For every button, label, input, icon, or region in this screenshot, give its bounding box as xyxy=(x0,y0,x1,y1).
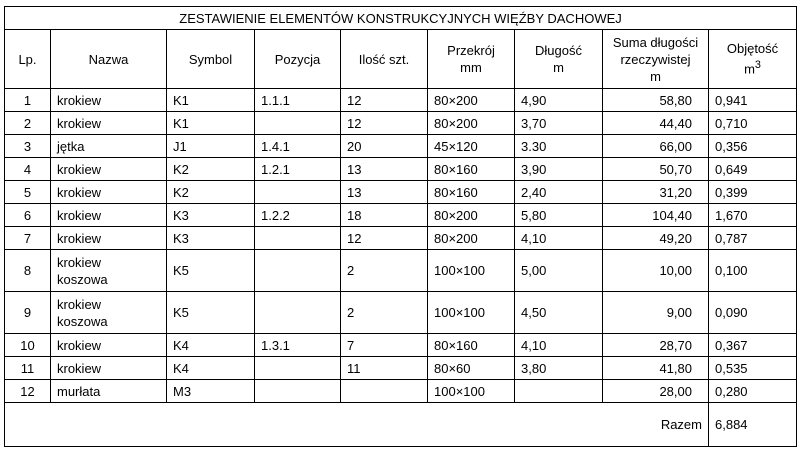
cell-symbol: K3 xyxy=(167,227,255,250)
cell-suma: 58,80 xyxy=(603,89,709,112)
cell-lp: 8 xyxy=(5,250,51,292)
cell-ilosc: 2 xyxy=(341,292,428,334)
cell-objetosc: 0,535 xyxy=(709,357,797,380)
cell-nazwa xyxy=(51,158,167,181)
cell-nazwa-line-1: krokiew xyxy=(57,115,102,131)
table-row xyxy=(5,112,797,135)
header-objetosc xyxy=(709,30,797,89)
cell-suma: 9,00 xyxy=(603,292,709,334)
cell-lp: 2 xyxy=(5,112,51,135)
cell-dlugosc xyxy=(515,380,603,403)
cell-lp: 7 xyxy=(5,227,51,250)
cell-dlugosc: 4,10 xyxy=(515,227,603,250)
cell-objetosc: 0,399 xyxy=(709,181,797,204)
cell-suma: 31,20 xyxy=(603,181,709,204)
cell-przekroj: 80×200 xyxy=(428,89,515,112)
table-row xyxy=(5,181,797,204)
cell-ilosc: 13 xyxy=(341,158,428,181)
cell-objetosc: 0,649 xyxy=(709,158,797,181)
cell-lp: 1 xyxy=(5,89,51,112)
table-row xyxy=(5,292,797,334)
cell-symbol: K1 xyxy=(167,112,255,135)
cell-lp: 12 xyxy=(5,380,51,403)
cell-nazwa-line-1: krokiew xyxy=(57,296,102,312)
cell-suma: 66,00 xyxy=(603,135,709,158)
header-przekroj xyxy=(428,30,515,89)
cell-suma: 10,00 xyxy=(603,250,709,292)
cell-ilosc: 18 xyxy=(341,204,428,227)
cell-pozycja: 1.2.1 xyxy=(255,158,341,181)
header-dlugosc-unit: m xyxy=(553,60,564,75)
cell-nazwa xyxy=(51,357,167,380)
header-suma xyxy=(603,30,709,89)
cell-pozycja xyxy=(255,292,341,334)
cell-suma: 104,40 xyxy=(603,204,709,227)
header-pozycja: Pozycja xyxy=(255,30,341,89)
cell-ilosc: 13 xyxy=(341,181,428,204)
cell-ilosc: 12 xyxy=(341,89,428,112)
cell-nazwa-line-1: krokiew xyxy=(57,207,102,223)
cell-symbol: K2 xyxy=(167,158,255,181)
cell-objetosc: 0,941 xyxy=(709,89,797,112)
cell-dlugosc: 4,90 xyxy=(515,89,603,112)
table-row xyxy=(5,250,797,292)
cell-dlugosc: 3,90 xyxy=(515,158,603,181)
cell-nazwa-line-2: koszowa xyxy=(57,271,108,287)
header-suma-label-2: rzeczywistej xyxy=(620,51,691,67)
cell-nazwa-line-1: krokiew xyxy=(57,92,102,108)
cell-dlugosc: 3,80 xyxy=(515,357,603,380)
cell-nazwa xyxy=(51,250,167,292)
cell-dlugosc: 2,40 xyxy=(515,181,603,204)
table-row xyxy=(5,158,797,181)
header-przekroj-unit: mm xyxy=(460,60,482,75)
cell-przekroj: 80×200 xyxy=(428,204,515,227)
cell-suma: 49,20 xyxy=(603,227,709,250)
header-symbol: Symbol xyxy=(167,30,255,89)
cell-objetosc: 0,280 xyxy=(709,380,797,403)
cell-lp: 11 xyxy=(5,357,51,380)
cell-dlugosc: 5,80 xyxy=(515,204,603,227)
table-row xyxy=(5,227,797,250)
cell-przekroj: 100×100 xyxy=(428,380,515,403)
cell-ilosc: 2 xyxy=(341,250,428,292)
cell-pozycja: 1.4.1 xyxy=(255,135,341,158)
cell-ilosc: 12 xyxy=(341,227,428,250)
cell-nazwa xyxy=(51,227,167,250)
cell-przekroj: 80×200 xyxy=(428,227,515,250)
cell-nazwa xyxy=(51,89,167,112)
cell-nazwa xyxy=(51,112,167,135)
header-suma-label-1: Suma długości xyxy=(612,34,699,50)
cell-nazwa-line-1: krokiew xyxy=(57,337,102,353)
cell-nazwa-line-1: krokiew xyxy=(57,184,102,200)
table-title: ZESTAWIENIE ELEMENTÓW KONSTRUKCYJNYCH WIĘŹBY DACHOWEJ xyxy=(5,7,797,30)
cell-symbol: K5 xyxy=(167,250,255,292)
cell-przekroj: 80×160 xyxy=(428,334,515,357)
cell-pozycja xyxy=(255,250,341,292)
cell-symbol: J1 xyxy=(167,135,255,158)
cell-symbol: K4 xyxy=(167,357,255,380)
cell-dlugosc: 4,50 xyxy=(515,292,603,334)
table-row xyxy=(5,135,797,158)
cell-pozycja: 1.1.1 xyxy=(255,89,341,112)
cell-lp: 10 xyxy=(5,334,51,357)
cell-nazwa xyxy=(51,204,167,227)
total-value: 6,884 xyxy=(709,403,797,447)
cell-dlugosc: 5,00 xyxy=(515,250,603,292)
cell-pozycja xyxy=(255,181,341,204)
cell-nazwa xyxy=(51,135,167,158)
header-suma-unit: m xyxy=(650,68,661,84)
cell-objetosc: 0,090 xyxy=(709,292,797,334)
cell-symbol: M3 xyxy=(167,380,255,403)
cell-nazwa xyxy=(51,380,167,403)
roof-elements-table xyxy=(4,6,797,447)
cell-nazwa xyxy=(51,334,167,357)
title-row xyxy=(5,7,797,30)
cell-dlugosc: 3.30 xyxy=(515,135,603,158)
cell-ilosc: 20 xyxy=(341,135,428,158)
cell-przekroj: 100×100 xyxy=(428,250,515,292)
cell-lp: 5 xyxy=(5,181,51,204)
cell-przekroj: 80×160 xyxy=(428,181,515,204)
total-row xyxy=(5,403,797,447)
cell-przekroj: 80×200 xyxy=(428,112,515,135)
cell-nazwa xyxy=(51,292,167,334)
cell-objetosc: 0,710 xyxy=(709,112,797,135)
header-dlugosc-label: Długość xyxy=(535,43,582,58)
cell-przekroj: 45×120 xyxy=(428,135,515,158)
header-objetosc-unit: m xyxy=(744,61,755,77)
table-row xyxy=(5,357,797,380)
cell-ilosc: 11 xyxy=(341,357,428,380)
cell-pozycja xyxy=(255,380,341,403)
cell-dlugosc: 4,10 xyxy=(515,334,603,357)
cell-lp: 9 xyxy=(5,292,51,334)
cell-pozycja xyxy=(255,227,341,250)
cell-lp: 3 xyxy=(5,135,51,158)
cell-nazwa-line-1: krokiew xyxy=(57,161,102,177)
cell-przekroj: 80×60 xyxy=(428,357,515,380)
cell-suma: 28,00 xyxy=(603,380,709,403)
cell-pozycja xyxy=(255,357,341,380)
header-objetosc-label: Objętość xyxy=(726,41,779,57)
header-ilosc: Ilość szt. xyxy=(341,30,428,89)
table-body xyxy=(5,7,797,447)
cell-objetosc: 0,100 xyxy=(709,250,797,292)
cell-nazwa-line-1: murłata xyxy=(57,383,101,399)
cell-symbol: K1 xyxy=(167,89,255,112)
cell-nazwa-line-2: koszowa xyxy=(57,313,108,329)
cell-suma: 41,80 xyxy=(603,357,709,380)
cell-symbol: K2 xyxy=(167,181,255,204)
cell-nazwa-line-1: jętka xyxy=(57,138,85,154)
cell-przekroj: 80×160 xyxy=(428,158,515,181)
cell-dlugosc: 3,70 xyxy=(515,112,603,135)
table-row xyxy=(5,380,797,403)
table-row xyxy=(5,89,797,112)
cell-nazwa-line-1: krokiew xyxy=(57,254,102,270)
cell-pozycja: 1.2.2 xyxy=(255,204,341,227)
table-row xyxy=(5,204,797,227)
cell-suma: 44,40 xyxy=(603,112,709,135)
cell-suma: 28,70 xyxy=(603,334,709,357)
cell-objetosc: 0,356 xyxy=(709,135,797,158)
cell-objetosc: 0,787 xyxy=(709,227,797,250)
table-row xyxy=(5,334,797,357)
header-objetosc-sup: 3 xyxy=(754,59,761,72)
cell-symbol: K5 xyxy=(167,292,255,334)
cell-ilosc: 7 xyxy=(341,334,428,357)
total-label: Razem xyxy=(5,403,709,447)
cell-symbol: K3 xyxy=(167,204,255,227)
cell-nazwa-line-1: krokiew xyxy=(57,360,102,376)
table-wrapper xyxy=(4,6,796,447)
cell-nazwa-line-1: krokiew xyxy=(57,230,102,246)
cell-ilosc xyxy=(341,380,428,403)
cell-lp: 6 xyxy=(5,204,51,227)
cell-lp: 4 xyxy=(5,158,51,181)
header-nazwa: Nazwa xyxy=(51,30,167,89)
cell-symbol: K4 xyxy=(167,334,255,357)
cell-ilosc: 12 xyxy=(341,112,428,135)
header-przekroj-label: Przekrój xyxy=(447,43,495,58)
header-row xyxy=(5,30,797,89)
header-lp: Lp. xyxy=(5,30,51,89)
cell-objetosc: 1,670 xyxy=(709,204,797,227)
header-dlugosc xyxy=(515,30,603,89)
cell-przekroj: 100×100 xyxy=(428,292,515,334)
cell-suma: 50,70 xyxy=(603,158,709,181)
cell-pozycja: 1.3.1 xyxy=(255,334,341,357)
cell-pozycja xyxy=(255,112,341,135)
cell-nazwa xyxy=(51,181,167,204)
cell-objetosc: 0,367 xyxy=(709,334,797,357)
